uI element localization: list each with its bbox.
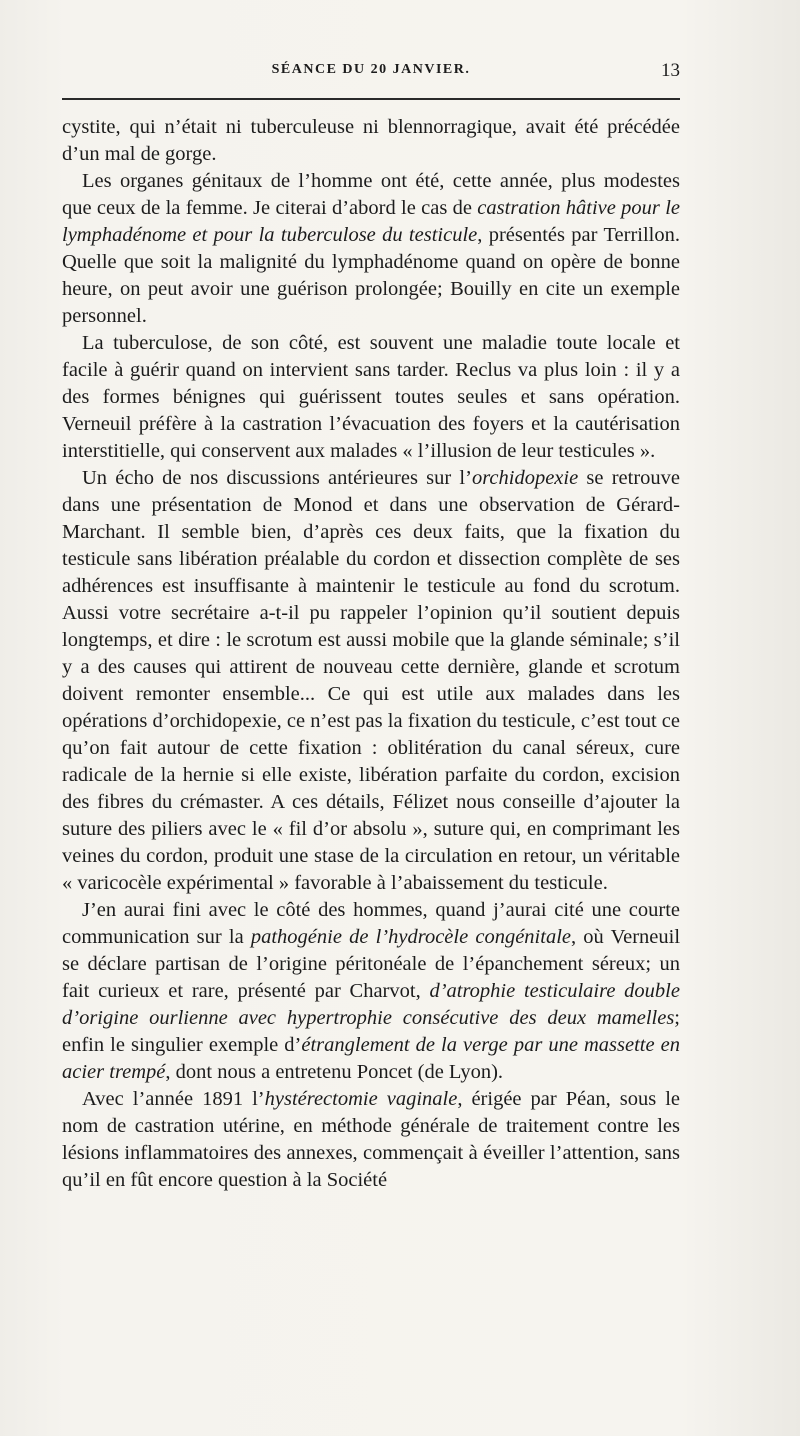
text-run: , érigée par Péan, sous le nom de castration utérine, en méthode générale de traitement contre les lésions inflammatoires des annexes, commençait à éveiller l’attention, sans qu’il en fût encore question à la Société [62,1088,680,1191]
text-run: Les organes génitaux de l’homme ont été, cette année, plus modestes que ceux de la femme. Je citerai d’abord le cas de [62,170,680,219]
body-text [62,114,680,1194]
running-title: SÉANCE DU 20 JANVIER. [271,62,471,77]
paragraph [62,168,680,330]
page-header [62,62,680,92]
header-rule [62,98,680,100]
text-run: La tuberculose, de son côté, est souvent une maladie toute locale et facile à guérir quand on intervient sans tarder. Reclus va plus loin : il y a des formes bénignes qui guérissent toutes seules et sans opération. Verneuil préfère à la castration l’évacuation des foyers et la cautérisation interstitielle, qui conservent aux malades « l’illusion de leur testicules ». [62,332,680,462]
italic-run: castration hâtive pour le lymphadénome et pour la tuberculose du testicule [62,197,680,246]
text-run: cystite, qui n’était ni tuberculeuse ni blennorragique, avait été précédée d’un mal de gorge. [62,116,680,165]
italic-run: hystérectomie vaginale [264,1088,458,1110]
text-run: J’en aurai fini avec le côté des hommes, quand j’aurai cité une courte communication sur la [62,899,680,948]
text-run: Avec l’année 1891 l’ [82,1088,265,1110]
italic-run: d’atrophie testiculaire double d’origine ourlienne avec hypertrophie consécutive des deux mamelles [62,980,680,1029]
paragraph [62,330,680,465]
text-run: , dont nous a entretenu Poncet (de Lyon). [165,1061,504,1083]
text-run: Un écho de nos discussions antérieures sur l’ [82,467,472,489]
paragraph [62,114,680,168]
paragraph [62,465,680,897]
text-run: , où Verneuil se déclare partisan de l’origine péritonéale de l’épanchement séreux; un fait curieux et rare, présenté par Charvot, [62,926,681,1002]
italic-run: étranglement de la verge par une massette en acier trempé [62,1034,681,1083]
text-run: , présentés par Terrillon. Quelle que soit la malignité du lymphadénome quand on opère de bonne heure, on peut avoir une guérison prolongée; Bouilly en cite un exemple personnel. [62,224,680,327]
page-number: 13 [661,60,680,81]
italic-run: orchidopexie [471,467,579,489]
text-run: se retrouve dans une présentation de Monod et dans une observation de Gérard-Marchant. Il semble bien, d’après ces deux faits, que la fixation du testicule sans libération préalable du cordon et dissection complète de ses adhérences est insuffisante à maintenir le testicule au fond du scrotum. Aussi votre secrétaire a-t-il pu rappeler l’opinion qu’il soutient depuis longtemps, et dire : le scrotum est aussi mobile que la glande séminale; s’il y a des causes qui attirent de nouveau cette dernière, glande et scrotum doivent remonter ensemble... Ce qui est utile aux malades dans les opérations d’orchidopexie, ce n’est pas la fixation du testicule, c’est tout ce qu’on fait autour de cette fixation : oblitération du canal séreux, cure radicale de la hernie si elle existe, libération parfaite du cordon, excision des fibres du crémaster. A ces détails, Félizet nous conseille d’ajouter la suture des piliers avec le « fil d’or absolu », suture qui, en comprimant les veines du cordon, produit une stase de la circulation en retour, un véritable « varicocèle expérimental » favorable à l’abaissement du testicule. [62,467,680,894]
paragraph [62,1086,680,1194]
paragraph [62,897,680,1086]
text-run: ; enfin le singulier exemple d’ [62,1007,680,1056]
italic-run: pathogénie de l’hydrocèle congénitale [250,926,571,948]
